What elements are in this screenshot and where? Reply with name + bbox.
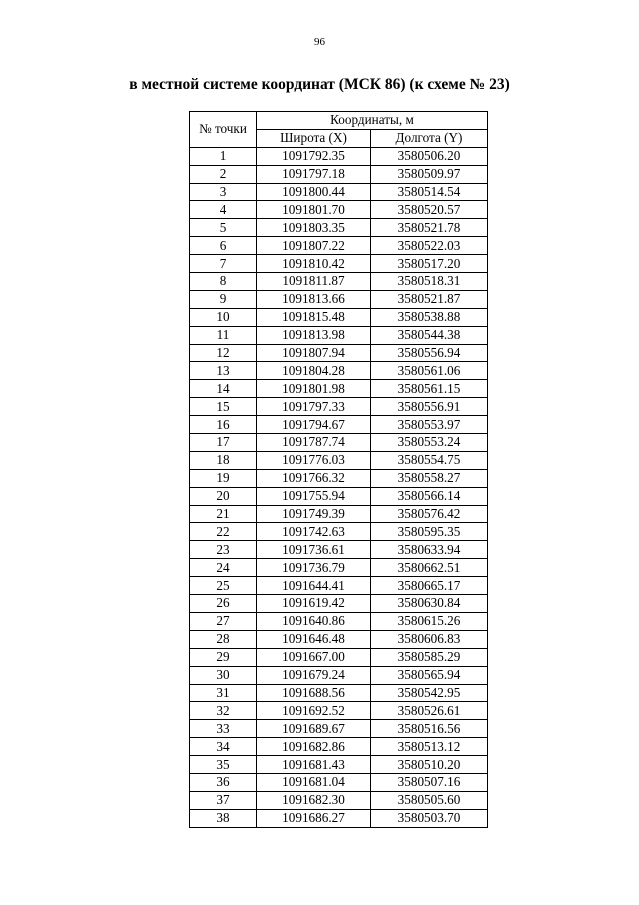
table-row xyxy=(190,809,488,827)
longitude-cell: 3580507.16 xyxy=(371,773,488,791)
table-row xyxy=(190,380,488,398)
point-number-cell: 9 xyxy=(190,290,257,308)
point-number-cell: 37 xyxy=(190,791,257,809)
longitude-cell: 3580556.91 xyxy=(371,398,488,416)
table-row xyxy=(190,756,488,774)
longitude-cell: 3580506.20 xyxy=(371,147,488,165)
coordinates-table xyxy=(189,111,488,828)
header-latitude: Широта (X) xyxy=(257,129,371,147)
point-number-cell: 27 xyxy=(190,612,257,630)
latitude-cell: 1091804.28 xyxy=(257,362,371,380)
table-row xyxy=(190,702,488,720)
table-row xyxy=(190,773,488,791)
longitude-cell: 3580630.84 xyxy=(371,595,488,613)
point-number-cell: 5 xyxy=(190,219,257,237)
latitude-cell: 1091688.56 xyxy=(257,684,371,702)
point-number-cell: 28 xyxy=(190,630,257,648)
latitude-cell: 1091815.48 xyxy=(257,308,371,326)
point-number-cell: 38 xyxy=(190,809,257,827)
table-row xyxy=(190,487,488,505)
table-row xyxy=(190,165,488,183)
header-coordinates: Координаты, м xyxy=(257,112,488,130)
point-number-cell: 8 xyxy=(190,273,257,291)
table-row xyxy=(190,326,488,344)
table-row xyxy=(190,541,488,559)
table-row xyxy=(190,612,488,630)
table-row xyxy=(190,469,488,487)
longitude-cell: 3580576.42 xyxy=(371,505,488,523)
latitude-cell: 1091776.03 xyxy=(257,451,371,469)
point-number-cell: 12 xyxy=(190,344,257,362)
point-number-cell: 25 xyxy=(190,577,257,595)
latitude-cell: 1091797.33 xyxy=(257,398,371,416)
longitude-cell: 3580606.83 xyxy=(371,630,488,648)
longitude-cell: 3580509.97 xyxy=(371,165,488,183)
table-header xyxy=(190,112,488,148)
table-row xyxy=(190,648,488,666)
longitude-cell: 3580662.51 xyxy=(371,559,488,577)
table-row xyxy=(190,684,488,702)
table-row xyxy=(190,183,488,201)
point-number-cell: 31 xyxy=(190,684,257,702)
latitude-cell: 1091813.98 xyxy=(257,326,371,344)
latitude-cell: 1091619.42 xyxy=(257,595,371,613)
table-row xyxy=(190,559,488,577)
document-title: в местной системе координат (МСК 86) (к схеме № 23) xyxy=(129,76,510,93)
longitude-cell: 3580520.57 xyxy=(371,201,488,219)
latitude-cell: 1091801.98 xyxy=(257,380,371,398)
longitude-cell: 3580526.61 xyxy=(371,702,488,720)
point-number-cell: 17 xyxy=(190,434,257,452)
point-number-cell: 13 xyxy=(190,362,257,380)
longitude-cell: 3580514.54 xyxy=(371,183,488,201)
table-row xyxy=(190,255,488,273)
point-number-cell: 4 xyxy=(190,201,257,219)
header-longitude: Долгота (Y) xyxy=(371,129,488,147)
latitude-cell: 1091807.94 xyxy=(257,344,371,362)
longitude-cell: 3580566.14 xyxy=(371,487,488,505)
table-row xyxy=(190,147,488,165)
latitude-cell: 1091749.39 xyxy=(257,505,371,523)
point-number-cell: 16 xyxy=(190,416,257,434)
table-row xyxy=(190,416,488,434)
point-number-cell: 11 xyxy=(190,326,257,344)
latitude-cell: 1091640.86 xyxy=(257,612,371,630)
latitude-cell: 1091801.70 xyxy=(257,201,371,219)
point-number-cell: 22 xyxy=(190,523,257,541)
table-row xyxy=(190,523,488,541)
latitude-cell: 1091667.00 xyxy=(257,648,371,666)
latitude-cell: 1091742.63 xyxy=(257,523,371,541)
longitude-cell: 3580513.12 xyxy=(371,738,488,756)
longitude-cell: 3580553.97 xyxy=(371,416,488,434)
point-number-cell: 35 xyxy=(190,756,257,774)
point-number-cell: 20 xyxy=(190,487,257,505)
longitude-cell: 3580565.94 xyxy=(371,666,488,684)
point-number-cell: 34 xyxy=(190,738,257,756)
latitude-cell: 1091644.41 xyxy=(257,577,371,595)
table-row xyxy=(190,344,488,362)
latitude-cell: 1091682.86 xyxy=(257,738,371,756)
point-number-cell: 18 xyxy=(190,451,257,469)
longitude-cell: 3580510.20 xyxy=(371,756,488,774)
point-number-cell: 26 xyxy=(190,595,257,613)
point-number-cell: 36 xyxy=(190,773,257,791)
latitude-cell: 1091766.32 xyxy=(257,469,371,487)
longitude-cell: 3580561.15 xyxy=(371,380,488,398)
point-number-cell: 10 xyxy=(190,308,257,326)
table-row xyxy=(190,308,488,326)
longitude-cell: 3580522.03 xyxy=(371,237,488,255)
longitude-cell: 3580521.78 xyxy=(371,219,488,237)
table-row xyxy=(190,398,488,416)
longitude-cell: 3580554.75 xyxy=(371,451,488,469)
point-number-cell: 21 xyxy=(190,505,257,523)
point-number-cell: 29 xyxy=(190,648,257,666)
latitude-cell: 1091681.43 xyxy=(257,756,371,774)
latitude-cell: 1091679.24 xyxy=(257,666,371,684)
table-row xyxy=(190,219,488,237)
table-row xyxy=(190,273,488,291)
point-number-cell: 2 xyxy=(190,165,257,183)
longitude-cell: 3580544.38 xyxy=(371,326,488,344)
longitude-cell: 3580503.70 xyxy=(371,809,488,827)
latitude-cell: 1091736.79 xyxy=(257,559,371,577)
longitude-cell: 3580585.29 xyxy=(371,648,488,666)
longitude-cell: 3580665.17 xyxy=(371,577,488,595)
point-number-cell: 3 xyxy=(190,183,257,201)
latitude-cell: 1091811.87 xyxy=(257,273,371,291)
table-row xyxy=(190,666,488,684)
longitude-cell: 3580633.94 xyxy=(371,541,488,559)
longitude-cell: 3580518.31 xyxy=(371,273,488,291)
point-number-cell: 33 xyxy=(190,720,257,738)
longitude-cell: 3580553.24 xyxy=(371,434,488,452)
point-number-cell: 7 xyxy=(190,255,257,273)
latitude-cell: 1091689.67 xyxy=(257,720,371,738)
table-row xyxy=(190,505,488,523)
latitude-cell: 1091686.27 xyxy=(257,809,371,827)
point-number-cell: 15 xyxy=(190,398,257,416)
point-number-cell: 6 xyxy=(190,237,257,255)
latitude-cell: 1091807.22 xyxy=(257,237,371,255)
point-number-cell: 24 xyxy=(190,559,257,577)
table-row xyxy=(190,577,488,595)
latitude-cell: 1091794.67 xyxy=(257,416,371,434)
latitude-cell: 1091797.18 xyxy=(257,165,371,183)
longitude-cell: 3580517.20 xyxy=(371,255,488,273)
latitude-cell: 1091800.44 xyxy=(257,183,371,201)
latitude-cell: 1091813.66 xyxy=(257,290,371,308)
table-row xyxy=(190,630,488,648)
longitude-cell: 3580521.87 xyxy=(371,290,488,308)
page-number: 96 xyxy=(314,36,325,48)
latitude-cell: 1091792.35 xyxy=(257,147,371,165)
table-row xyxy=(190,738,488,756)
point-number-cell: 1 xyxy=(190,147,257,165)
header-point-number: № точки xyxy=(190,112,257,148)
longitude-cell: 3580505.60 xyxy=(371,791,488,809)
point-number-cell: 32 xyxy=(190,702,257,720)
table-row xyxy=(190,451,488,469)
table-row xyxy=(190,237,488,255)
longitude-cell: 3580556.94 xyxy=(371,344,488,362)
table-row xyxy=(190,362,488,380)
longitude-cell: 3580615.26 xyxy=(371,612,488,630)
latitude-cell: 1091692.52 xyxy=(257,702,371,720)
point-number-cell: 23 xyxy=(190,541,257,559)
table-row xyxy=(190,290,488,308)
longitude-cell: 3580561.06 xyxy=(371,362,488,380)
point-number-cell: 14 xyxy=(190,380,257,398)
latitude-cell: 1091736.61 xyxy=(257,541,371,559)
table-row xyxy=(190,201,488,219)
latitude-cell: 1091803.35 xyxy=(257,219,371,237)
latitude-cell: 1091646.48 xyxy=(257,630,371,648)
latitude-cell: 1091787.74 xyxy=(257,434,371,452)
longitude-cell: 3580542.95 xyxy=(371,684,488,702)
table-row xyxy=(190,434,488,452)
point-number-cell: 19 xyxy=(190,469,257,487)
longitude-cell: 3580538.88 xyxy=(371,308,488,326)
table-body xyxy=(190,147,488,827)
latitude-cell: 1091755.94 xyxy=(257,487,371,505)
longitude-cell: 3580595.35 xyxy=(371,523,488,541)
longitude-cell: 3580558.27 xyxy=(371,469,488,487)
table-row xyxy=(190,720,488,738)
table-row xyxy=(190,595,488,613)
longitude-cell: 3580516.56 xyxy=(371,720,488,738)
latitude-cell: 1091810.42 xyxy=(257,255,371,273)
latitude-cell: 1091682.30 xyxy=(257,791,371,809)
table-row xyxy=(190,791,488,809)
point-number-cell: 30 xyxy=(190,666,257,684)
latitude-cell: 1091681.04 xyxy=(257,773,371,791)
